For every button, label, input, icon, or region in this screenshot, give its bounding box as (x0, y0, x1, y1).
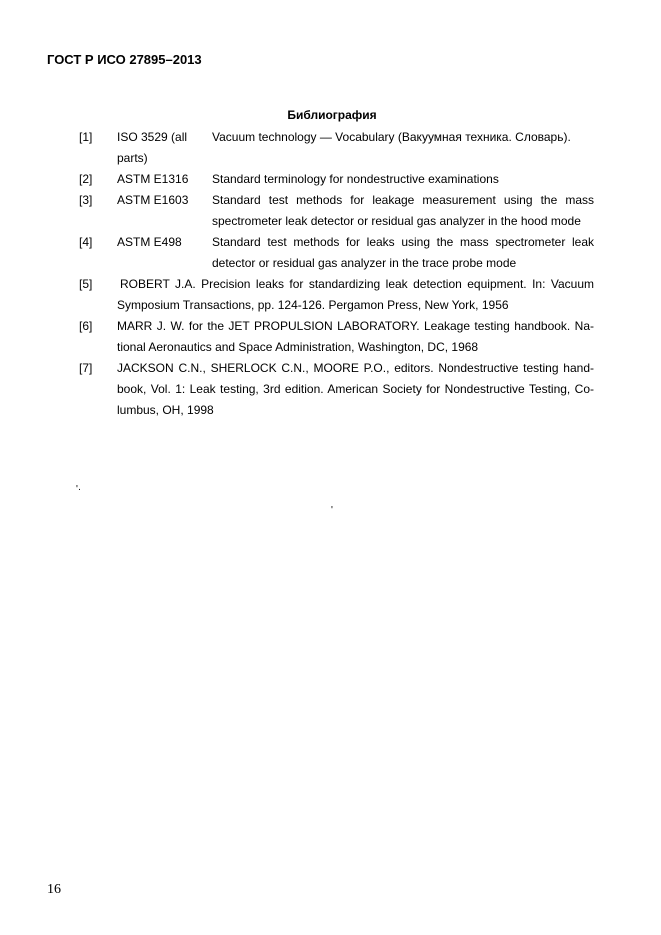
text-line: ROBERT J.A. Precision leaks for standardizing leak detection equipment. In: Vacuum (120, 277, 594, 291)
entry-number: [4] (79, 235, 93, 249)
entry-number: [3] (79, 193, 93, 207)
page-number: 16 (47, 882, 61, 897)
entry-text (117, 358, 594, 421)
code-line: parts) (117, 151, 148, 165)
text-line: MARR J. W. for the JET PROPULSION LABORATORY. Leakage testing handbook. Na- (117, 319, 594, 333)
entry-text (117, 316, 594, 358)
entry-number: [2] (79, 172, 93, 186)
stray-mark: ' (331, 505, 333, 516)
entry-number: [7] (79, 361, 93, 375)
text-line: Standard terminology for nondestructive examinations (212, 172, 499, 186)
text-line: detector or residual gas analyzer in the trace probe mode (212, 256, 517, 270)
text-line: tional Aeronautics and Space Administration, Washington, DC, 1968 (117, 340, 479, 354)
entry-text (212, 169, 594, 190)
text-line: Symposium Transactions, pp. 124-126. Pergamon Press, New York, 1956 (117, 298, 509, 312)
text-line: Vacuum technology — Vocabulary (Вакуумная техника. Словарь). (212, 130, 571, 144)
entry-standard-code (117, 169, 188, 190)
code-line: ASTM E1316 (117, 172, 189, 186)
text-line: spectrometer leak detector or residual gas analyzer in the hood mode (212, 214, 581, 228)
text-line: Standard test methods for leakage measurement using the mass (212, 193, 594, 207)
entry-number: [6] (79, 319, 93, 333)
bibliography-title: Библиография (287, 108, 377, 122)
text-line: lumbus, OH, 1998 (117, 403, 214, 417)
entry-text (212, 232, 594, 274)
text-line: Standard test methods for leaks using the mass spectrometer leak (212, 235, 594, 249)
text-line: JACKSON C.N., SHERLOCK C.N., MOORE P.O., editors. Nondestructive testing hand- (117, 361, 594, 375)
entry-standard-code (117, 232, 182, 253)
code-line: ASTM E1603 (117, 193, 189, 207)
entry-number: [1] (79, 130, 93, 144)
entry-text (212, 127, 594, 148)
stray-mark: '· (76, 484, 82, 495)
code-line: ASTM E498 (117, 235, 182, 249)
text-line: book, Vol. 1: Leak testing, 3rd edition. American Society for Nondestructive Testing, Co- (117, 382, 594, 396)
entry-standard-code (117, 127, 187, 169)
code-line: ISO 3529 (all (117, 130, 188, 144)
entry-text (212, 190, 594, 232)
entry-number: [5] (79, 277, 93, 291)
entry-standard-code (117, 190, 188, 211)
standard-header: ГОСТ Р ИСО 27895–2013 (47, 52, 202, 67)
entry-text (117, 274, 594, 316)
